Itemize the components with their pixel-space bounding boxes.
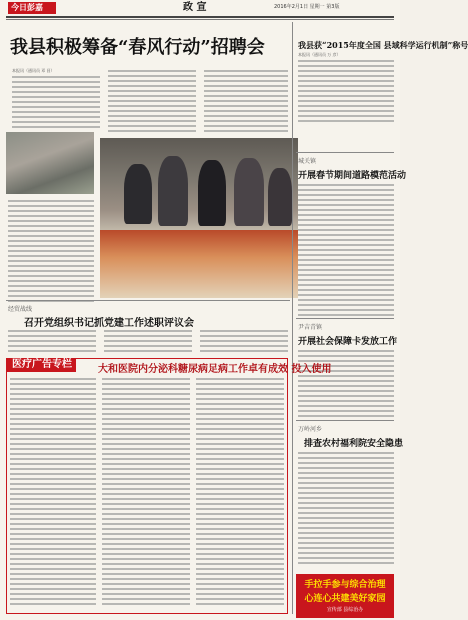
right-divider-2 [296, 318, 394, 319]
header-divider [6, 16, 394, 18]
right-top-byline: 本报讯（通讯员 万 彦） [298, 52, 341, 57]
left-section-label: 经贸战线 [8, 306, 33, 313]
photo-small-caption-text [8, 200, 94, 305]
right-bottom-label: 万岭河乡 [298, 426, 323, 433]
feature-body-1 [10, 378, 96, 608]
right-divider-3 [296, 420, 394, 421]
left-section-body-2 [104, 330, 192, 355]
column-divider [292, 22, 293, 614]
masthead-text: 今日彭嘉 [11, 3, 43, 12]
right-divider-1 [296, 152, 394, 153]
lead-photo-small [6, 132, 94, 194]
feature-body-3 [196, 378, 284, 608]
lead-body-col-3 [204, 70, 288, 135]
lead-body-col-2 [108, 70, 196, 135]
right-lower-label: 尹吉青镇 [298, 324, 323, 331]
feature-body-2 [102, 378, 190, 608]
left-section-body-3 [200, 330, 288, 355]
header-divider-thin [6, 19, 394, 20]
right-lower-headline: 开展社会保障卡发放工作 [298, 337, 398, 347]
right-mid-body [298, 184, 394, 319]
lead-body-col-1 [12, 76, 100, 131]
right-mid-headline: 开展春节期间道路模范活动 [298, 171, 407, 181]
right-top-headline: 我县获“2015年度全国 县域科学运行机制”称号 [298, 40, 468, 50]
ad-line-3: 宣传部 县综治办 [326, 607, 364, 613]
feature-tag-text: 医疗广告专栏 [12, 359, 72, 370]
left-section-headline: 召开党组织书记抓党建工作述职评议会 [24, 318, 194, 329]
section-title: 政 宣 [183, 2, 207, 13]
right-top-body [298, 60, 394, 125]
feature-tag [6, 358, 76, 372]
public-service-ad [296, 574, 394, 618]
left-divider [6, 300, 290, 301]
feature-headline: 大和医院内分泌科糖尿病足病工作卓有成效 投入使用 [98, 364, 332, 375]
issue-date: 2016年2月1日 星期一 第3版 [274, 4, 340, 10]
lead-byline: 本报讯（通讯员 邓 昌） [12, 68, 55, 73]
right-bottom-headline: 排查农村福利院安全隐患 [304, 439, 404, 449]
lead-photo-main [100, 138, 298, 298]
masthead-logo [8, 2, 56, 14]
right-bottom-body [298, 452, 394, 567]
right-mid-label: 城关镇 [298, 158, 317, 165]
lead-headline: 我县积极筹备“春风行动”招聘会 [10, 37, 265, 58]
ad-line-2: 心连心共建美好家园 [304, 594, 386, 604]
ad-line-1: 手拉手参与综合治理 [304, 580, 386, 590]
left-section-body-1 [8, 330, 96, 355]
